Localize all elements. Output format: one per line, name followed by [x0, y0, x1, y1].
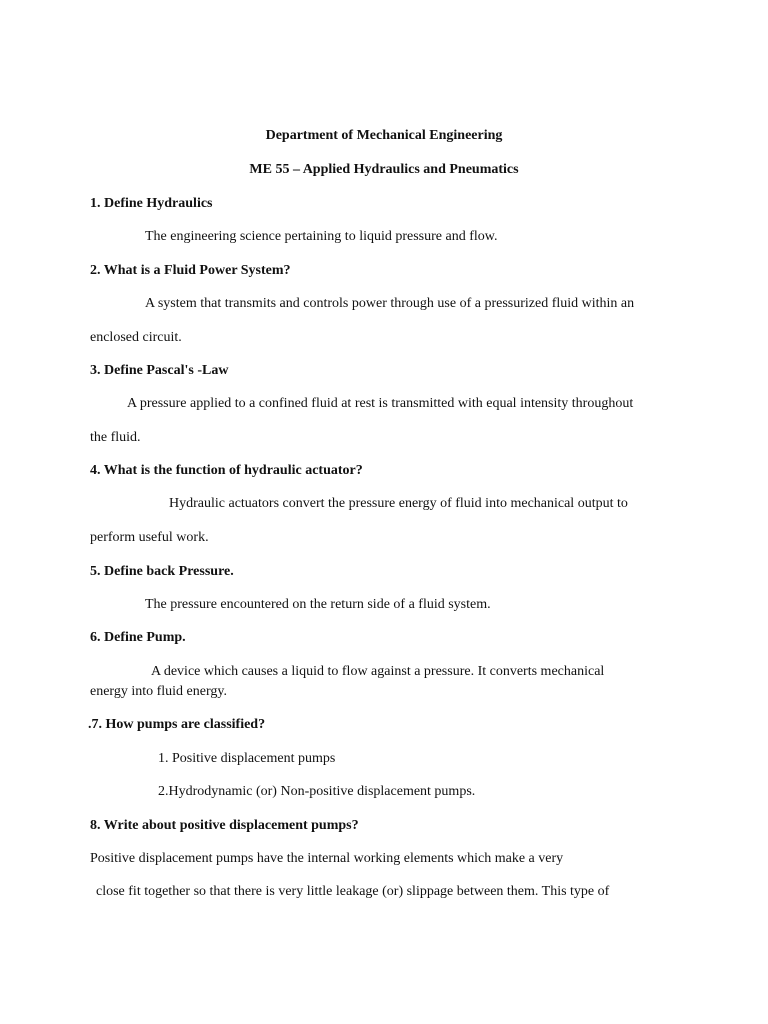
question-2-answer-line-1: A system that transmits and controls power through use of a pressurized fluid within an — [145, 296, 635, 311]
question-3-answer-line-1: A pressure applied to a confined fluid at rest is transmitted with equal intensity throughout — [127, 396, 634, 411]
question-4-heading: 4. What is the function of hydraulic actuator? — [90, 463, 363, 478]
question-8-answer-line-2: close fit together so that there is very little leakage (or) slippage between them. This type of — [96, 884, 610, 899]
question-3-answer-line-2: the fluid. — [90, 430, 141, 445]
question-2-answer-line-2: enclosed circuit. — [90, 330, 182, 345]
question-7-answer-line-1: 1. Positive displacement pumps — [158, 751, 336, 766]
question-8-answer-line-1: Positive displacement pumps have the internal working elements which make a very — [90, 851, 564, 866]
question-6-answer-line-1: A device which causes a liquid to flow against a pressure. It converts mechanical — [151, 664, 605, 679]
question-7-heading: .7. How pumps are classified? — [88, 717, 266, 732]
question-5-answer-line-1: The pressure encountered on the return side of a fluid system. — [145, 597, 491, 612]
question-4-answer-line-2: perform useful work. — [90, 530, 209, 545]
question-4-answer-line-1: Hydraulic actuators convert the pressure energy of fluid into mechanical output to — [169, 496, 628, 511]
question-6-answer-line-2: energy into fluid energy. — [90, 684, 227, 699]
question-1-answer-line-1: The engineering science pertaining to liquid pressure and flow. — [145, 229, 498, 244]
course-title: ME 55 – Applied Hydraulics and Pneumatics — [249, 162, 519, 177]
department-title: Department of Mechanical Engineering — [265, 128, 503, 143]
question-6-heading: 6. Define Pump. — [90, 630, 186, 645]
question-7-answer-line-2: 2.Hydrodynamic (or) Non-positive displacement pumps. — [158, 784, 476, 799]
question-2-heading: 2. What is a Fluid Power System? — [90, 263, 291, 278]
question-5-heading: 5. Define back Pressure. — [90, 564, 234, 579]
question-8-heading: 8. Write about positive displacement pumps? — [90, 818, 359, 833]
question-1-heading: 1. Define Hydraulics — [90, 196, 213, 211]
question-3-heading: 3. Define Pascal's -Law — [90, 363, 229, 378]
